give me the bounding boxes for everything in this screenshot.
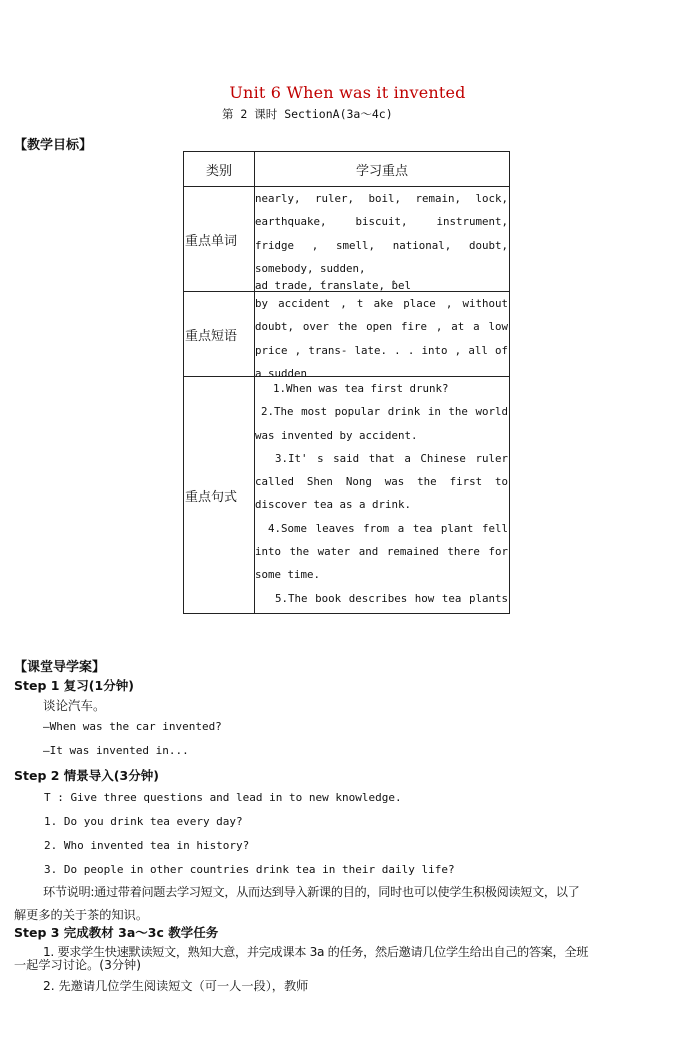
content-line: 5.The book describes how tea plants: [275, 591, 508, 605]
step2-note: 解更多的关于茶的知识。: [14, 908, 149, 922]
step3-item: 1. 要求学生快速默读短文，熟知大意，并完成课本 3a 的任务，然后邀请几位学生给出自己的答案，全班: [43, 945, 589, 959]
row-content: [255, 292, 510, 377]
content-line: price , trans- late. . . into , all of: [255, 343, 508, 357]
content-line: a sudden: [255, 366, 308, 376]
step1-line: —It was invented in...: [43, 744, 189, 757]
step2-note: 环节说明:通过带着问题去学习短文，从而达到导入新课的目的，同时也可以使学生积极阅读短文，以了: [43, 885, 580, 899]
page-title: Unit 6 When was it invented: [229, 83, 466, 102]
content-line: earthquake, biscuit, instrument,: [255, 215, 508, 229]
step2-label: Step 2 情景导入(3分钟): [14, 768, 159, 783]
row-content: [255, 187, 510, 292]
table-row: [184, 292, 510, 377]
row-category: 重点短语: [184, 292, 255, 377]
table-row: [184, 187, 510, 292]
table-row: [184, 377, 510, 614]
step2-line: 3. Do people in other countries drink tea in their daily life?: [44, 863, 455, 876]
content-line: doubt, over the open fire , at a low: [255, 320, 508, 334]
content-line: ad trade, ́translate, ̀bel: [255, 279, 412, 291]
row-category: 重点句式: [184, 377, 255, 614]
guide-heading: 【课堂导学案】: [14, 660, 106, 675]
content-line: fridge , smell, national, doubt,: [255, 238, 508, 252]
row-content: [255, 377, 510, 614]
step3-item: 2. 先邀请几位学生阅读短文（可一人一段），教师: [43, 979, 309, 993]
content-line: discover tea as a drink.: [255, 498, 412, 512]
content-line: 4.Some leaves from a tea plant fell: [268, 521, 508, 535]
content-line: 1.When was tea first drunk?: [273, 382, 449, 395]
goals-heading: 【教学目标】: [14, 138, 93, 153]
content-line: 3.It' s said that a Chinese ruler: [275, 451, 508, 465]
step2-line: 1. Do you drink tea every day?: [44, 815, 243, 828]
content-line: called Shen Nong was the first to: [255, 475, 508, 489]
content-line: into the water and remained there for: [255, 545, 508, 559]
table-header-focus: 学习重点: [255, 152, 510, 187]
step1-line: 谈论汽车。: [43, 698, 106, 713]
step1-label: Step 1 复习(1分钟): [14, 678, 134, 693]
content-line: nearly, ruler, boil, remain, lock,: [255, 192, 508, 205]
row-category: 重点单词: [184, 187, 255, 292]
goals-table: [183, 151, 510, 614]
lesson-subtitle: 第 2 课时 SectionA(3a～4c): [222, 107, 393, 121]
table-header-category: 类别: [184, 152, 255, 187]
content-line: 2.The most popular drink in the world: [261, 405, 508, 419]
content-line: somebody, sudden,: [255, 261, 366, 275]
step2-line: T : Give three questions and lead in to new knowledge.: [44, 791, 402, 804]
content-line: was invented by accident.: [255, 428, 418, 442]
step3-item: 一起学习讨论。(3分钟): [14, 958, 141, 972]
step3-label: Step 3 完成教材 3a～3c 教学任务: [14, 925, 219, 940]
step1-line: —When was the car invented?: [43, 720, 222, 733]
step2-line: 2. Who invented tea in history?: [44, 839, 250, 852]
content-line: by accident , t ake place , without: [255, 297, 508, 310]
content-line: some time.: [255, 568, 321, 582]
